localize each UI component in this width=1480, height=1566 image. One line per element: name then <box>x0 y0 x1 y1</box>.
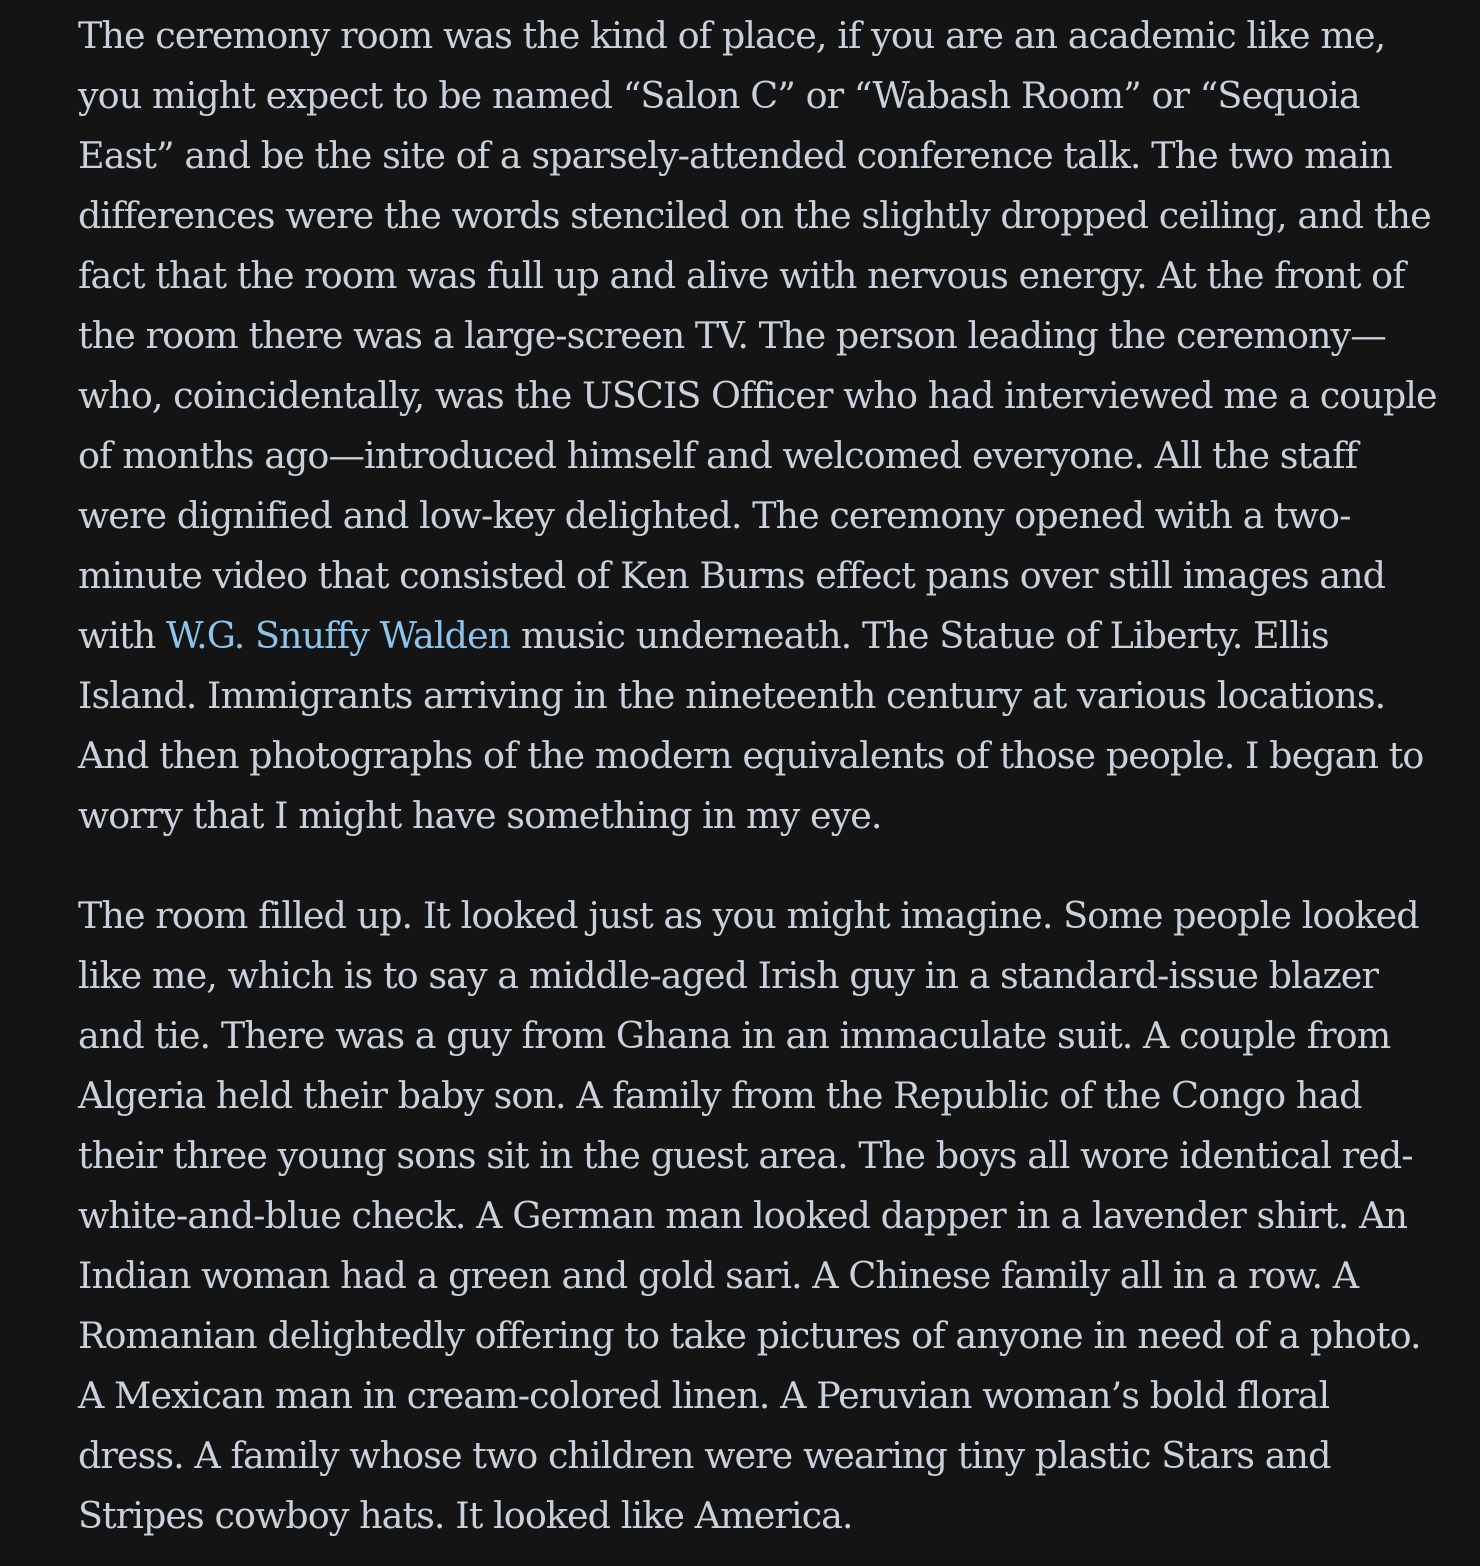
text-line: Stripes cowboy hats. It looked like America. <box>78 1494 853 1537</box>
text-line: fact that the room was full up and alive with nervous energy. At the front of <box>78 254 1405 297</box>
text-line: white-and-blue check. A German man looked dapper in a lavender shirt. An <box>78 1194 1408 1237</box>
text-line: The room filled up. It looked just as you might imagine. Some people looked <box>78 894 1419 937</box>
snuffy-walden-link[interactable]: W.G. Snuffy Walden <box>165 614 511 657</box>
text-line: differences were the words stenciled on the slightly dropped ceiling, and the <box>78 194 1431 237</box>
text-fragment: with <box>78 614 166 657</box>
text-line: and tie. There was a guy from Ghana in an immaculate suit. A couple from <box>78 1014 1391 1057</box>
paragraph-room-filled <box>78 886 1450 1546</box>
text-line: Indian woman had a green and gold sari. A Chinese family all in a row. A <box>78 1254 1359 1297</box>
text-line: And then photographs of the modern equivalents of those people. I began to <box>78 734 1424 777</box>
text-line: dress. A family whose two children were wearing tiny plastic Stars and <box>78 1434 1331 1477</box>
text-line: The ceremony room was the kind of place, if you are an academic like me, <box>78 14 1386 57</box>
text-line: were dignified and low-key delighted. The ceremony opened with a two- <box>78 494 1351 537</box>
text-line: you might expect to be named “Salon C” or “Wabash Room” or “Sequoia <box>78 74 1360 117</box>
text-line: Island. Immigrants arriving in the nineteenth century at various locations. <box>78 674 1386 717</box>
text-line-with-link <box>78 606 1450 666</box>
text-line: Algeria held their baby son. A family from the Republic of the Congo had <box>78 1074 1362 1117</box>
text-line: A Mexican man in cream-colored linen. A Peruvian woman’s bold floral <box>78 1374 1330 1417</box>
article-body <box>78 6 1450 1546</box>
text-line: Romanian delightedly offering to take pictures of anyone in need of a photo. <box>78 1314 1421 1357</box>
text-line: the room there was a large-screen TV. The person leading the ceremony— <box>78 314 1386 357</box>
text-line: worry that I might have something in my eye. <box>78 794 882 837</box>
text-line: minute video that consisted of Ken Burns effect pans over still images and <box>78 554 1386 597</box>
text-line: their three young sons sit in the guest area. The boys all wore identical red- <box>78 1134 1413 1177</box>
text-fragment: music underneath. The Statue of Liberty. Ellis <box>510 614 1329 657</box>
text-line: like me, which is to say a middle-aged Irish guy in a standard-issue blazer <box>78 954 1378 997</box>
text-line: who, coincidentally, was the USCIS Officer who had interviewed me a couple <box>78 374 1437 417</box>
text-line: of months ago—introduced himself and welcomed everyone. All the staff <box>78 434 1358 477</box>
paragraph-ceremony-room <box>78 6 1450 846</box>
text-line: East” and be the site of a sparsely-attended conference talk. The two main <box>78 134 1392 177</box>
